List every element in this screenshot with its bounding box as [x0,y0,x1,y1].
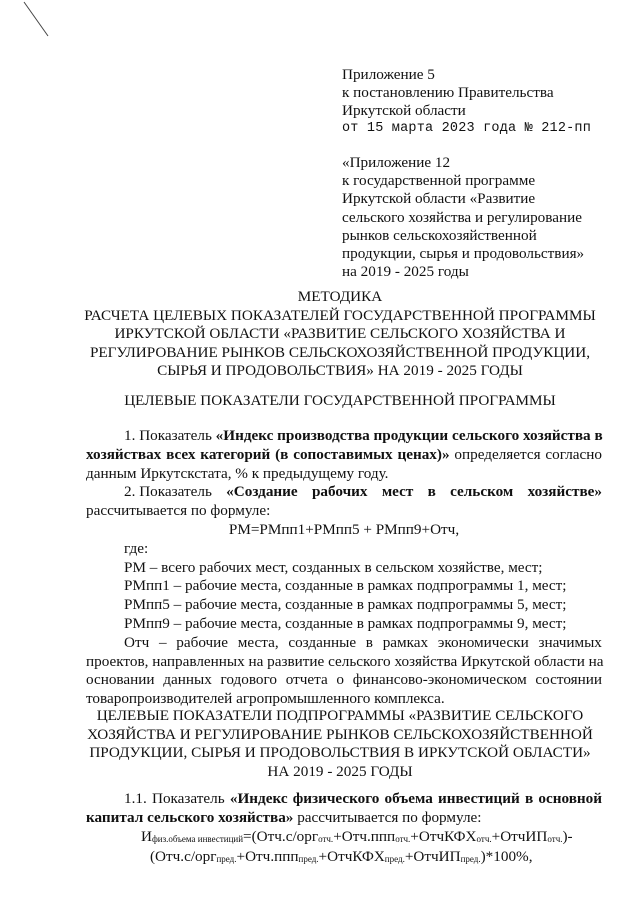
order-date-line: от 15 марта 2023 года № 212-пп [342,121,592,136]
title-line: РАСЧЕТА ЦЕЛЕВЫХ ПОКАЗАТЕЛЕЙ ГОСУДАРСТВЕННОЙ ПРОГРАММЫ [84,306,596,324]
definition-line: РМпп5 – рабочие места, созданные в рамках подпрограммы 5, мест; [124,596,567,614]
definition-line: РМпп9 – рабочие места, созданные в рамках подпрограммы 9, мест; [124,614,567,632]
formula-rm: РМ=РМпп1+РМпп5 + РМпп9+Отч, [228,520,460,538]
indicator-2-line: 2. Показатель «Создание рабочих мест в сельском хозяйстве» [124,483,602,501]
section-2-heading-line: ХОЗЯЙСТВА И РЕГУЛИРОВАНИЕ РЫНКОВ СЕЛЬСКОХОЗЯЙСТВЕННОЙ [87,725,593,743]
indicator-1-line: хозяйствах всех категорий (в сопоставимых ценах)» определяется согласно [86,445,602,463]
title-line: ИРКУТСКОЙ ОБЛАСТИ «РАЗВИТИЕ СЕЛЬСКОГО ХОЗЯЙСТВА И [114,325,566,342]
appendix-12-line: на 2019 - 2025 годы [342,263,469,281]
appendix-12-line: Иркутской области «Развитие [342,190,536,208]
otch-definition-line: товаропроизводителей агропромышленного комплекса. [86,690,445,708]
section-2-body [86,790,602,869]
indicator-1-1-line: капитал сельского хозяйства» рассчитывается по формуле: [86,808,482,826]
indicator-1-line: 1. Показатель «Индекс производства продукции сельского хозяйства в [124,427,603,444]
appendix-12-line: рынков сельскохозяйственной [342,226,537,244]
section-1-heading [70,392,610,411]
appendix-12-line: сельского хозяйства и регулирование [342,208,582,226]
indicator-2-line: рассчитывается по формуле: [86,502,271,520]
appendix-12-line: «Приложение 12 [342,154,451,171]
section-1-body [86,427,602,709]
section-2-heading-line: ПРОДУКЦИИ, СЫРЬЯ И ПРОДОВОЛЬСТВИЯ В ИРКУТСКОЙ ОБЛАСТИ» [89,744,591,761]
otch-definition-line: основании данных годового отчета о финансово-экономическом состоянии [86,671,602,689]
appendix-5-line: к постановлению Правительства [342,84,554,101]
pen-stroke-mark [22,0,52,40]
formula-investment-line-2: (Отч.с/оргпред.+Отч.ппппред.+ОтчКФХпред.+ОтчИПпред.)*100%, [150,848,533,866]
document-title [70,288,610,381]
title-main: МЕТОДИКА [297,288,383,305]
section-2-heading [70,707,610,781]
section-2-heading-line: НА 2019 - 2025 ГОДЫ [267,762,413,780]
appendix-12-line: продукции, сырья и продовольствия» [342,245,585,263]
title-line: РЕГУЛИРОВАНИЕ РЫНКОВ СЕЛЬСКОХОЗЯЙСТВЕННОЙ ПРОДУКЦИИ, [89,343,591,361]
appendix-5-block [342,66,632,138]
otch-definition-line: проектов, направленных на развитие сельского хозяйства Иркутской области на [86,652,604,670]
section-1-heading-text: ЦЕЛЕВЫЕ ПОКАЗАТЕЛИ ГОСУДАРСТВЕННОЙ ПРОГРАММЫ [124,392,556,409]
indicator-1-line: данным Иркутскстата, % к предыдущему году. [86,464,389,482]
appendix-12-line: к государственной программе [342,172,536,190]
indicator-1-1-line: 1.1. Показатель «Индекс физического объема инвестиций в основной [124,790,602,807]
appendix-12-block [342,154,632,281]
otch-definition-line: Отч – рабочие места, созданные в рамках экономически значимых [124,633,602,651]
title-line: СЫРЬЯ И ПРОДОВОЛЬСТВИЯ» НА 2019 - 2025 ГОДЫ [157,362,523,379]
formula-investment-line-1: Ифиз.объема инвестиций=(Отч.с/орготч.+Отч.пппотч.+ОтчКФХотч.+ОтчИПотч.)- [141,827,573,845]
definition-line: РМпп1 – рабочие места, созданные в рамках подпрограммы 1, мест; [124,577,567,595]
appendix-5-line: Приложение 5 [342,66,435,83]
where-label: где: [124,539,149,557]
appendix-5-line: Иркутской области [342,102,466,119]
definition-line: РМ – всего рабочих мест, созданных в сельском хозяйстве, мест; [124,558,543,576]
section-2-heading-line: ЦЕЛЕВЫЕ ПОКАЗАТЕЛИ ПОДПРОГРАММЫ «РАЗВИТИЕ СЕЛЬСКОГО [96,707,584,724]
